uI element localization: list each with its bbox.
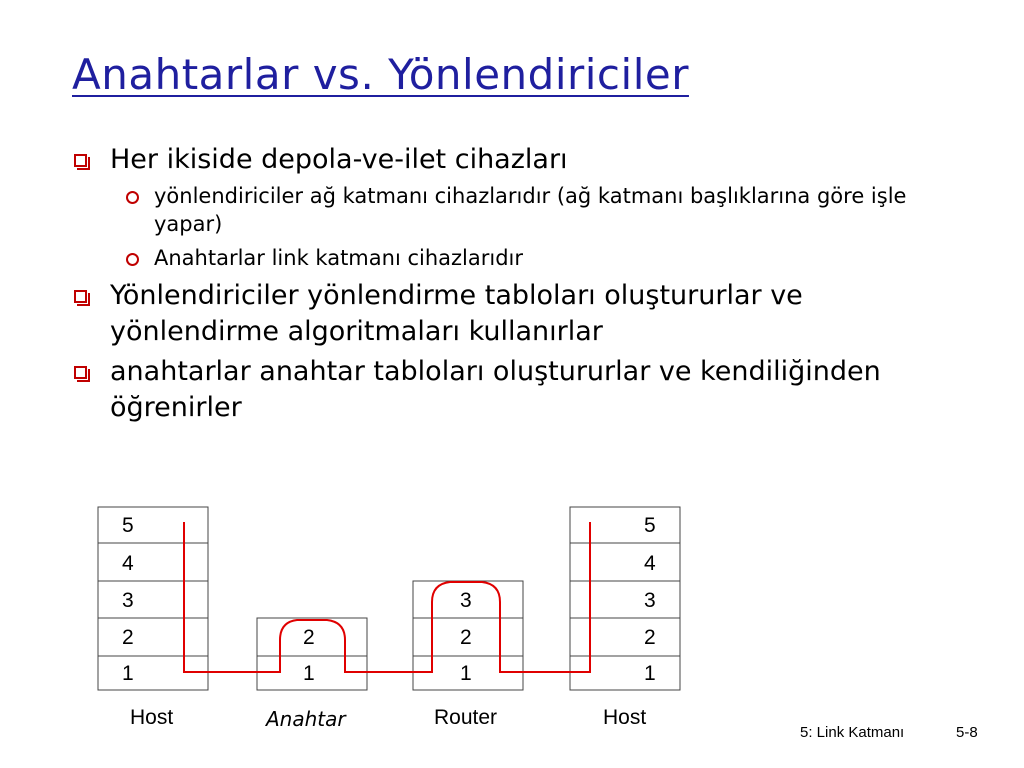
layer-label: 3 bbox=[460, 589, 472, 612]
layer-label: 3 bbox=[644, 589, 656, 612]
router-label: Router bbox=[434, 706, 498, 729]
host-right-label: Host bbox=[603, 706, 647, 729]
sub-bullet-text: yönlendiriciler ağ katmanı cihazlarıdır (ağ katmanı başlıklarına göre işle yapar) bbox=[154, 184, 907, 236]
square-bullet-icon bbox=[74, 366, 87, 379]
data-path-line bbox=[184, 522, 590, 672]
host-right-stack bbox=[570, 507, 680, 690]
layer-label: 1 bbox=[644, 662, 656, 685]
bullet-text: Yönlendiriciler yönlendirme tabloları oluştururlar ve yönlendirme algoritmaları kullanırlar bbox=[110, 280, 803, 347]
bullet-text: Her ikiside depola-ve-ilet cihazları bbox=[110, 144, 568, 175]
bullet-item bbox=[72, 354, 972, 426]
square-bullet-icon bbox=[74, 154, 87, 167]
layer-label: 4 bbox=[644, 552, 656, 575]
layer-label: 5 bbox=[122, 514, 134, 537]
protocol-stack-diagram bbox=[0, 490, 1024, 740]
host-left-label: Host bbox=[130, 706, 174, 729]
layer-label: 2 bbox=[303, 626, 315, 649]
circle-bullet-icon bbox=[126, 191, 139, 204]
bullet-item bbox=[72, 142, 972, 178]
layer-label: 2 bbox=[644, 626, 656, 649]
bullet-item bbox=[72, 278, 972, 350]
layer-label: 3 bbox=[122, 589, 134, 612]
layer-label: 1 bbox=[460, 662, 472, 685]
sub-bullet-item bbox=[120, 182, 972, 238]
footer-chapter: 5: Link Katmanı bbox=[800, 724, 905, 741]
bullet-text: anahtarlar anahtar tabloları oluştururlar ve kendiliğinden öğrenirler bbox=[110, 356, 881, 423]
layer-label: 4 bbox=[122, 552, 134, 575]
switch-label: Anahtar bbox=[266, 707, 346, 731]
layer-label: 2 bbox=[460, 626, 472, 649]
layer-label: 1 bbox=[303, 662, 315, 685]
square-bullet-icon bbox=[74, 290, 87, 303]
bullet-list bbox=[72, 142, 972, 430]
layer-label: 1 bbox=[122, 662, 134, 685]
circle-bullet-icon bbox=[126, 253, 139, 266]
footer-page-number: 5-8 bbox=[956, 724, 978, 741]
layer-label: 5 bbox=[644, 514, 656, 537]
sub-bullet-item bbox=[120, 244, 972, 272]
layer-label: 2 bbox=[122, 626, 134, 649]
host-left-stack bbox=[98, 507, 208, 690]
sub-bullet-text: Anahtarlar link katmanı cihazlarıdır bbox=[154, 246, 524, 270]
slide-title: Anahtarlar vs. Yönlendiriciler bbox=[72, 50, 689, 99]
